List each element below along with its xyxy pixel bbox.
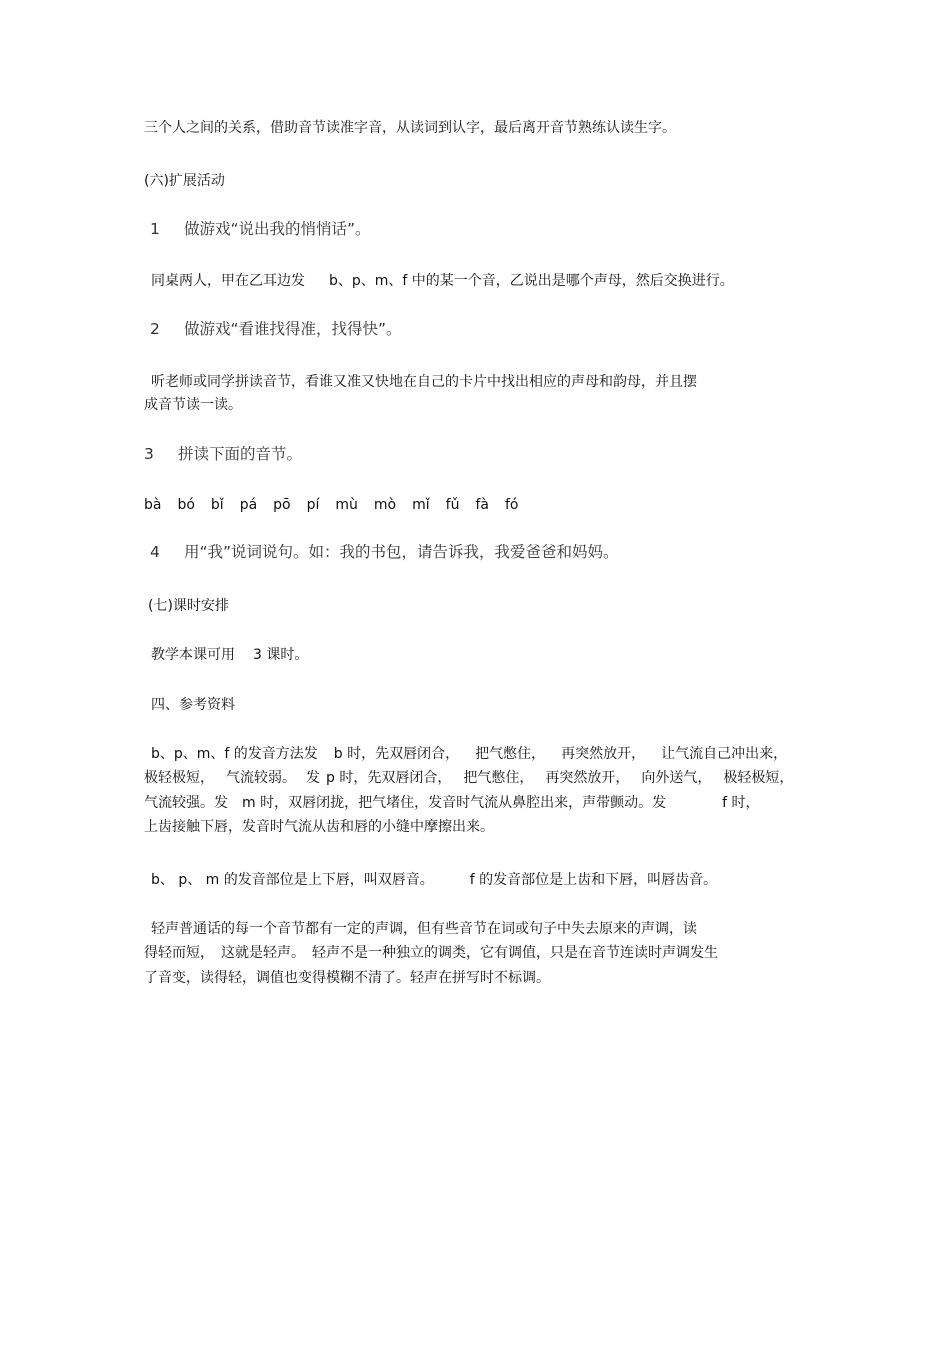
activity-4-title: 用“我”说词说句。如：我的书包，请告诉我，我爱爸爸和妈妈。 <box>184 543 619 561</box>
activity-2 <box>150 320 402 338</box>
activity-1-description <box>151 272 734 290</box>
text-run: 极轻极短， <box>144 770 214 786</box>
text-run: p 时，先双唇闭合， <box>326 770 452 786</box>
activity-1-title: 做游戏“说出我的悄悄话”。 <box>184 220 371 238</box>
reference-para-2-b: f 的发音部位是上齿和下唇，叫唇齿音。 <box>469 872 718 888</box>
text-run: 气流较弱。 <box>226 770 296 786</box>
reference-para-1-line-4: 上齿接触下唇，发音时气流从齿和唇的小缝中摩擦出来。 <box>144 819 494 835</box>
activity-4-number: 4 <box>150 543 160 561</box>
syllable: mǐ <box>412 497 430 513</box>
text-run: m 时，双唇闭拢，把气堵住，发音时气流从鼻腔出来，声带颤动。发 <box>242 795 667 811</box>
text-run: 把气憋住， <box>475 746 546 762</box>
reference-para-2-a: b、 p、 m 的发音部位是上下唇，叫双唇音。 <box>151 872 434 888</box>
text-run: 让气流自己冲出来， <box>661 746 788 762</box>
reference-para-2 <box>151 871 717 889</box>
schedule-text-b: 3 课时。 <box>253 647 309 663</box>
text-run: 再突然放开， <box>545 770 630 786</box>
activity-1 <box>150 220 371 238</box>
syllable: fó <box>504 497 519 513</box>
syllable: pō <box>273 497 291 513</box>
activity-3-title: 拼读下面的音节。 <box>178 445 303 463</box>
syllable: bǐ <box>210 497 224 513</box>
section-heading-schedule: (七)课时安排 <box>148 598 229 614</box>
text-run: b 时，先双唇闭合， <box>333 746 460 762</box>
text-run: 气流较强。发 <box>144 795 228 811</box>
schedule-text <box>151 646 308 664</box>
activity-2-title: 做游戏“看谁找得准，找得快”。 <box>184 320 402 338</box>
intro-line: 三个人之间的关系，借助音节读准字音，从读词到认字，最后离开音节熟练认读生字。 <box>144 120 676 136</box>
reference-para-1-line-1 <box>151 745 787 763</box>
section-heading-extension: (六)扩展活动 <box>144 173 225 189</box>
syllable: fà <box>475 497 489 513</box>
activity-1-desc-b: b、p、m、f 中的某一个音，乙说出是哪个声母，然后交换进行。 <box>329 273 734 289</box>
text-run: 再突然放开， <box>561 746 646 762</box>
activity-4 <box>150 543 619 561</box>
reference-para-3-line-2: 得轻而短， 这就是轻声。 轻声不是一种独立的调类，它有调值，只是在音节连读时声调发生 <box>144 945 718 961</box>
text-run: 向外送气， <box>641 770 712 786</box>
text-run: 极轻极短， <box>723 770 794 786</box>
activity-1-desc-a: 同桌两人，甲在乙耳边发 <box>151 273 305 289</box>
syllable: pá <box>239 497 258 513</box>
syllable: bà <box>144 497 162 513</box>
activity-3 <box>144 445 302 463</box>
activity-2-description-line-1: 听老师或同学拼读音节，看谁又准又快地在自己的卡片中找出相应的声母和韵母，并且摆 <box>151 374 697 390</box>
text-run: b、p、m、f 的发音方法发 <box>151 746 318 762</box>
activity-1-number: 1 <box>150 220 160 238</box>
syllable: mù <box>335 497 358 513</box>
reference-para-1-line-2 <box>144 769 793 787</box>
syllable: pí <box>306 497 320 513</box>
text-run: 发 <box>306 770 320 786</box>
syllable: fǔ <box>445 497 460 513</box>
text-run: f 时， <box>722 795 760 811</box>
pinyin-syllables <box>144 496 534 514</box>
reference-para-3-line-1: 轻声普通话的每一个音节都有一定的声调，但有些音节在词或句子中失去原来的声调，读 <box>151 921 697 937</box>
activity-2-number: 2 <box>150 320 160 338</box>
section-heading-reference: 四、参考资料 <box>151 697 235 713</box>
activity-3-number: 3 <box>144 445 154 463</box>
schedule-text-a: 教学本课可用 <box>151 647 235 663</box>
syllable: mò <box>373 497 397 513</box>
reference-para-3-line-3: 了音变，读得轻，调值也变得模糊不清了。轻声在拼写时不标调。 <box>144 970 550 986</box>
activity-2-description-line-2: 成音节读一读。 <box>144 397 242 413</box>
reference-para-1-line-3 <box>144 794 759 812</box>
text-run: 把气憋住， <box>463 770 534 786</box>
syllable: bó <box>177 497 195 513</box>
